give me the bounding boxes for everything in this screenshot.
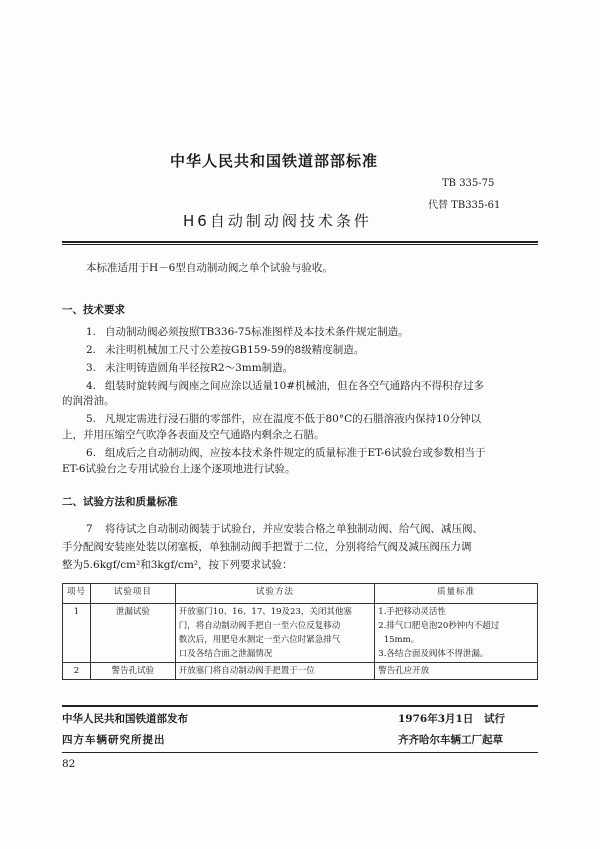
item-5-number: 5. (86, 413, 97, 425)
item-3-number: 3. (86, 362, 97, 374)
drafter: 齐齐哈尔车辆工厂起草 (398, 734, 503, 746)
row-1-method-line: 数次后，用肥皂水测定一至六位时紧急排气 (178, 635, 341, 645)
issue-date: 1976年3月1日 (398, 713, 474, 725)
document-title: H6自动制动阀技术条件 (183, 212, 372, 230)
test-table (62, 583, 538, 680)
footer-rule-top (62, 705, 538, 707)
clause-7-line-2: 手分配阀安装座处装以闭塞板，单独制动阀手把置于二位，分别将给气阀及减压阀压力调 (62, 541, 472, 553)
row-1-method (175, 604, 375, 663)
row-2-standard-line: 警告孔应开放 (378, 666, 430, 676)
row-2-method-line: 开放塞门将自动制动阀手把置于一位 (178, 666, 315, 676)
row-1-standard-line: 2.排气口肥皂泡20秒钟内不超过 (378, 621, 500, 631)
table-header-row (63, 584, 538, 604)
item-2-number: 2. (86, 344, 97, 356)
item-3-text: 未注明铸造圆角半径按R2～3mm制造。 (105, 362, 294, 374)
section-1-heading: 一、技术要求 (62, 304, 125, 316)
row-1-method-line: 开放塞门10、16、17、19及23，关闭其他塞 (178, 607, 352, 617)
item-1-text: 自动制动阀必须按照TB336-75标准图样及本技术条件规定制造。 (105, 326, 409, 338)
table-row (63, 604, 538, 663)
row-1-standard-line: 15mm。 (378, 635, 420, 645)
issue-status: 试行 (484, 713, 505, 725)
row-2-standard (375, 663, 538, 680)
item-6-number: 6. (86, 447, 97, 459)
row-1-item: 泄漏试验 (90, 604, 175, 663)
proposer: 四方车辆研究所提出 (62, 734, 166, 746)
item-4-number: 4. (86, 380, 97, 392)
footer-rule-bottom (62, 752, 538, 753)
item-5-line-2: 上，并用压缩空气吹净各表面及空气通路内剩余之石腊。 (62, 429, 325, 441)
org-title: 中华人民共和国铁道部部标准 (170, 152, 379, 170)
page-number: 82 (62, 758, 76, 770)
section-2-heading: 二、试验方法和质量标准 (62, 496, 178, 508)
row-2-method (175, 663, 375, 680)
item-4-line-1: 组装时旋转阀与阀座之间应涂以适量10#机械油，但在各空气通路内不得积存过多 (105, 380, 485, 392)
row-1-method-line: 门，将自动制动阀手把自一至六位反复移动 (178, 621, 341, 631)
header-quality-standard: 质量标准 (375, 584, 538, 604)
header-rule-bottom (62, 244, 538, 245)
header-test-item: 试验项目 (90, 584, 175, 604)
header-test-method: 试验方法 (175, 584, 375, 604)
clause-7-number: 7 (86, 523, 93, 535)
clause-7-line-3: 整为5.6kgf/cm²和3kgf/cm²，按下列要求试验： (62, 559, 293, 571)
row-2-no: 2 (63, 663, 91, 680)
item-4-line-2: 的润滑油。 (62, 395, 115, 407)
table-row (63, 663, 538, 680)
item-1-number: 1. (86, 326, 97, 338)
row-1-standard-line: 1.手把移动灵活性 (378, 607, 446, 617)
item-2-text: 未注明机械加工尺寸公差按GB159-59的8级精度制造。 (105, 344, 365, 356)
item-6-line-2: ET-6试验台之专用试验台上逐个逐项地进行试验。 (62, 463, 296, 475)
standard-number: TB 335-75 (442, 178, 495, 189)
row-2-item: 警告孔试验 (90, 663, 175, 680)
header-item-no: 项号 (63, 584, 91, 604)
scope-statement: 本标准适用于H－6型自动制动阀之单个试验与验收。 (86, 262, 333, 274)
item-6-line-1: 组成后之自动制动阀，应按本技术条件规定的质量标准于ET-6试验台或参数相当于 (105, 447, 486, 459)
issuer: 中华人民共和国铁道部发布 (62, 713, 188, 725)
clause-7-line-1: 将待试之自动制动阀装于试验台，并应安装合格之单独制动阀、给气阀、减压阀、 (105, 523, 483, 535)
row-1-standard (375, 604, 538, 663)
replaces-standard: 代替 TB335-61 (428, 200, 501, 211)
row-1-no: 1 (63, 604, 91, 663)
row-1-standard-line: 3.各结合面及阀体不得泄漏。 (378, 649, 489, 659)
item-5-line-1: 凡规定需进行浸石腊的零部件，应在温度不低于80°C的石腊溶液内保持10分钟以 (105, 413, 482, 425)
header-rule-top (62, 241, 538, 243)
row-1-method-line: 口及各结合面之泄漏情况 (178, 649, 273, 659)
